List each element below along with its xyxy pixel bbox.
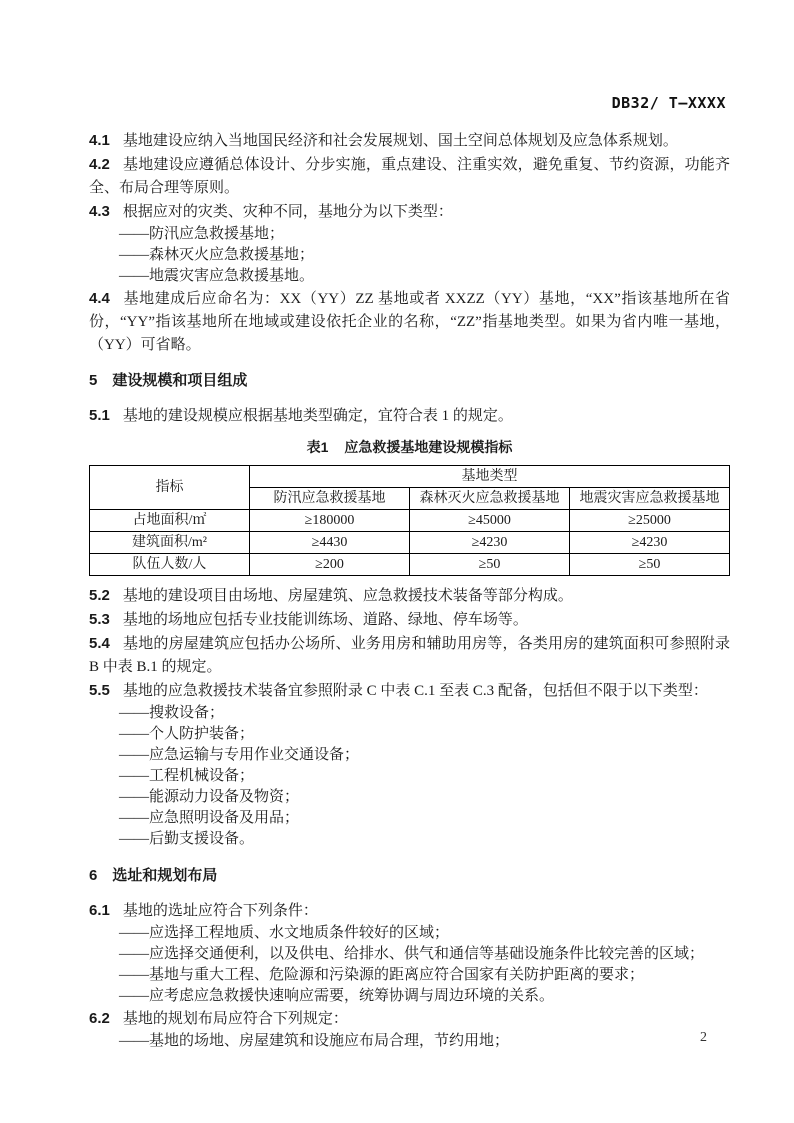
- table-header-cell: 地震灾害应急救援基地: [570, 488, 730, 510]
- table-cell: ≥4230: [570, 532, 730, 554]
- list-item: ——地震灾害应急救援基地。: [119, 268, 315, 284]
- clause-text: 基地建成后应命名为：XX（YY）ZZ 基地或者 XXZZ（YY）基地，“XX”指该基地所在省份，“YY”指该基地所在地域或建设依托企业的名称，“ZZ”指基地类型。如果为省内唯一基地，（YY）可省略。: [89, 291, 730, 353]
- table-row-label: 占地面积/㎡: [90, 510, 250, 532]
- clause-5-2: [89, 584, 730, 608]
- section-title: 选址和规划布局: [112, 867, 218, 884]
- table-row: [90, 510, 730, 532]
- table-cell: ≥180000: [250, 510, 410, 532]
- clause-number: 6.1: [89, 902, 110, 919]
- clause-text: 基地的场地应包括专业技能训练场、道路、绿地、停车场等。: [122, 612, 528, 628]
- clause-number: 5.4: [89, 635, 110, 652]
- site-selection-list: [89, 923, 730, 1007]
- doc-code: DB32/ T—XXXX: [611, 94, 726, 112]
- table-cell: ≥4430: [250, 532, 410, 554]
- clause-text: 基地建设应纳入当地国民经济和社会发展规划、国土空间总体规划及应急体系规划。: [122, 133, 678, 149]
- clause-6-1: [89, 899, 730, 923]
- table-header-cell: 指标: [90, 466, 250, 510]
- table-cell: ≥25000: [570, 510, 730, 532]
- list-item: ——应选择工程地质、水文地质条件较好的区域；: [119, 925, 450, 941]
- clause-number: 5.3: [89, 611, 110, 628]
- table-1: [89, 465, 730, 576]
- list-item: ——基地与重大工程、危险源和污染源的距离应符合国家有关防护距离的要求；: [119, 967, 645, 983]
- clause-5-4: [89, 632, 730, 679]
- list-item: ——防汛应急救援基地；: [119, 226, 285, 242]
- list-item: ——个人防护装备；: [119, 726, 255, 742]
- section-number: 5: [89, 372, 98, 389]
- section-title: 建设规模和项目组成: [112, 372, 248, 389]
- section-5-heading: [89, 369, 730, 392]
- clause-5-1: [89, 404, 730, 428]
- table-header-cell: 防汛应急救援基地: [250, 488, 410, 510]
- base-type-list: [89, 224, 730, 287]
- list-item: ——应急照明设备及用品；: [119, 810, 300, 826]
- table-1-caption: [89, 436, 730, 459]
- list-item: ——能源动力设备及物资；: [119, 789, 300, 805]
- clause-text: 基地的应急救援技术装备宜参照附录 C 中表 C.1 至表 C.3 配备，包括但不限于以下类型：: [122, 683, 708, 699]
- clause-text: 基地的建设规模应根据基地类型确定，宜符合表 1 的规定。: [122, 408, 513, 424]
- clause-text: 根据应对的灾类、灾种不同，基地分为以下类型：: [122, 204, 453, 220]
- page-number: 2: [700, 1030, 707, 1045]
- equipment-type-list: [89, 703, 730, 850]
- clause-5-3: [89, 608, 730, 632]
- layout-rule-list: [89, 1031, 730, 1052]
- list-item: ——森林灭火应急救援基地；: [119, 247, 315, 263]
- clause-5-5: [89, 679, 730, 703]
- clause-number: 6.2: [89, 1010, 110, 1027]
- list-item: ——应急运输与专用作业交通设备；: [119, 747, 360, 763]
- clause-number: 4.4: [89, 290, 110, 307]
- table-row: [90, 532, 730, 554]
- table-cell: ≥200: [250, 554, 410, 576]
- table-header-cell: 森林灭火应急救援基地: [410, 488, 570, 510]
- table-caption-title: 应急救援基地建设规模指标: [344, 439, 513, 455]
- list-item: ——基地的场地、房屋建筑和设施应布局合理，节约用地；: [119, 1033, 510, 1049]
- clause-4-1: [89, 129, 730, 153]
- clause-number: 4.1: [89, 132, 110, 149]
- clause-number: 5.2: [89, 587, 110, 604]
- table-row-label: 建筑面积/m²: [90, 532, 250, 554]
- clause-text: 基地的建设项目由场地、房屋建筑、应急救援技术装备等部分构成。: [122, 588, 573, 604]
- list-item: ——搜救设备；: [119, 705, 225, 721]
- page-header: [89, 94, 726, 112]
- clause-text: 基地建设应遵循总体设计、分步实施，重点建设、注重实效，避免重复、节约资源，功能齐全、布局合理等原则。: [89, 157, 730, 196]
- table-cell: ≥4230: [410, 532, 570, 554]
- clause-4-2: [89, 153, 730, 200]
- clause-number: 5.5: [89, 682, 110, 699]
- list-item: ——后勤支援设备。: [119, 831, 255, 847]
- table-group-header-cell: 基地类型: [250, 466, 730, 488]
- clause-number: 5.1: [89, 407, 110, 424]
- section-number: 6: [89, 867, 98, 884]
- clause-text: 基地的房屋建筑应包括办公场所、业务用房和辅助用房等，各类用房的建筑面积可参照附录 B 中表 B.1 的规定。: [89, 636, 730, 675]
- clause-text: 基地的规划布局应符合下列规定：: [122, 1011, 348, 1027]
- list-item: ——应考虑应急救援快速响应需要，统筹协调与周边环境的关系。: [119, 988, 555, 1004]
- clause-number: 4.2: [89, 156, 110, 173]
- section-6-heading: [89, 864, 730, 887]
- table-header-row: [90, 466, 730, 488]
- table-row: [90, 554, 730, 576]
- list-item: ——应选择交通便利，以及供电、给排水、供气和通信等基础设施条件比较完善的区域；: [119, 946, 705, 962]
- table-cell: ≥50: [570, 554, 730, 576]
- list-item: ——工程机械设备；: [119, 768, 255, 784]
- table-cell: ≥50: [410, 554, 570, 576]
- clause-4-4: [89, 287, 730, 357]
- table-row-label: 队伍人数/人: [90, 554, 250, 576]
- clause-text: 基地的选址应符合下列条件：: [122, 903, 318, 919]
- document-content: [89, 129, 730, 1052]
- clause-6-2: [89, 1007, 730, 1031]
- clause-4-3: [89, 200, 730, 224]
- table-caption-label: 表1: [306, 439, 329, 455]
- table-cell: ≥45000: [410, 510, 570, 532]
- clause-number: 4.3: [89, 203, 110, 220]
